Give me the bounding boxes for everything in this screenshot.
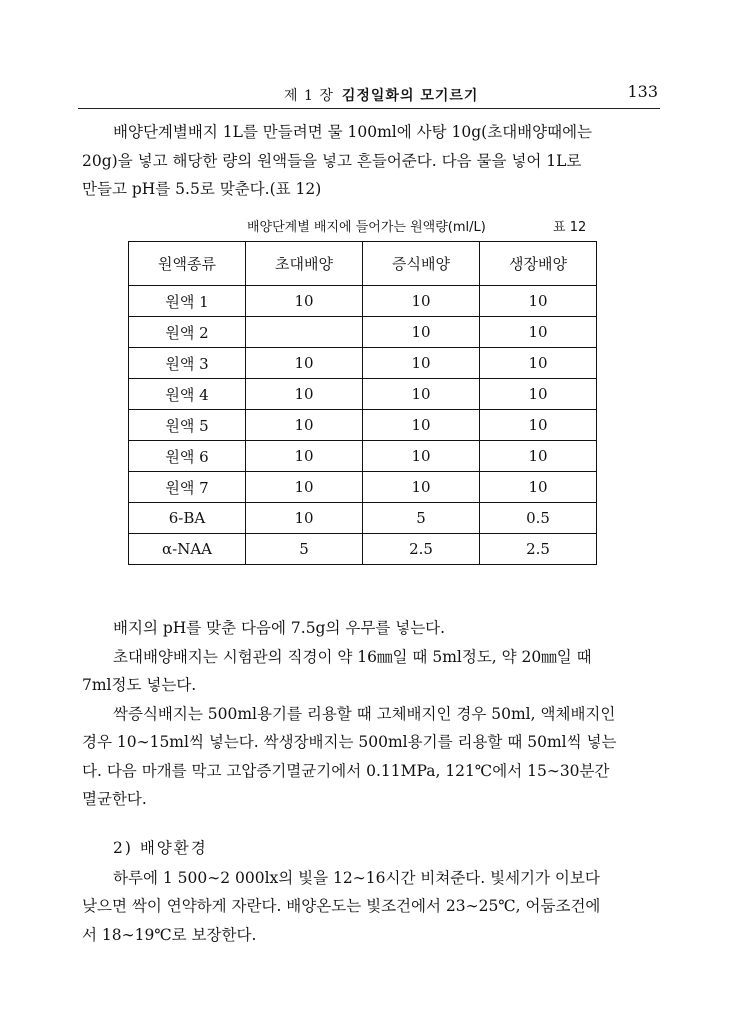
cell: 10 — [246, 410, 363, 441]
cell: 10 — [480, 441, 597, 472]
cell: 원액 7 — [129, 472, 246, 503]
table-row — [129, 503, 597, 534]
table-header-row — [129, 242, 597, 286]
cell: 10 — [363, 348, 480, 379]
paragraph-line: 7ml정도 넣는다. — [82, 676, 197, 694]
cell: 10 — [480, 410, 597, 441]
table-row — [129, 410, 597, 441]
table-row — [129, 441, 597, 472]
cell: 10 — [246, 472, 363, 503]
page-number: 133 — [627, 82, 658, 101]
cell: 2.5 — [480, 534, 597, 565]
cell: 6-BA — [129, 503, 246, 534]
table-number: 표 12 — [553, 220, 587, 235]
cell: 10 — [363, 286, 480, 317]
paragraph-line: 초대배양배지는 시험관의 직경이 약 16㎜일 때 5ml정도, 약 20㎜일 때 — [113, 647, 592, 666]
cell: 5 — [246, 534, 363, 565]
column-header: 생장배양 — [480, 242, 597, 286]
cell: 10 — [363, 472, 480, 503]
cell: 10 — [363, 441, 480, 472]
stock-solution-table — [128, 241, 597, 565]
table-row — [129, 534, 597, 565]
section-heading: 2) 배양환경 — [113, 839, 208, 857]
cell: 원액 4 — [129, 379, 246, 410]
cell: 0.5 — [480, 503, 597, 534]
table-row — [129, 379, 597, 410]
paragraph-line: 서 18∼19℃로 보장한다. — [82, 925, 257, 944]
cell: 10 — [363, 317, 480, 348]
table-row — [129, 317, 597, 348]
cell: 2.5 — [363, 534, 480, 565]
table-caption: 배양단계별 배지에 들어가는 원액량(ml/L) — [247, 220, 486, 235]
column-header: 원액종류 — [129, 242, 246, 286]
cell: α-NAA — [129, 534, 246, 565]
paragraph-line: 하루에 1 500∼2 000lx의 빛을 12∼16시간 비쳐준다. 빛세기가 이보다 — [113, 868, 600, 887]
table-row — [129, 472, 597, 503]
cell: 10 — [480, 472, 597, 503]
cell: 10 — [246, 379, 363, 410]
column-header: 증식배양 — [363, 242, 480, 286]
cell: 10 — [246, 348, 363, 379]
paragraph-line: 낮으면 싹이 연약하게 자란다. 배양온도는 빛조건에서 23∼25℃, 어둠조건에 — [82, 897, 601, 915]
chapter-subject: 김정일화의 모기르기 — [341, 88, 479, 104]
cell: 5 — [363, 503, 480, 534]
intro-line: 배양단계별배지 1L를 만들려면 물 100ml에 사탕 10g(초대배양때에는 — [113, 123, 593, 141]
cell: 10 — [480, 286, 597, 317]
cell: 10 — [246, 286, 363, 317]
paragraph-line: 경우 10∼15ml씩 넣는다. 싹생장배지는 500ml용기를 리용할 때 50ml씩 넣는 — [82, 733, 617, 751]
cell: 10 — [246, 503, 363, 534]
cell: 10 — [363, 379, 480, 410]
paragraph-line: 배지의 pH를 맞춘 다음에 7.5g의 우무를 넣는다. — [113, 619, 446, 637]
intro-line: 만들고 pH를 5.5로 맞춘다.(표 12) — [82, 180, 322, 198]
paragraph-line: 다. 다음 마개를 막고 고압증기멸균기에서 0.11MPa, 121℃에서 15∼30분간 — [82, 761, 610, 780]
cell: 원액 3 — [129, 348, 246, 379]
chapter-label: 제 1 장 김정일화의 모기르기 — [284, 88, 479, 104]
cell: 원액 5 — [129, 410, 246, 441]
cell: 원액 1 — [129, 286, 246, 317]
paragraph-line: 멸균한다. — [82, 790, 147, 808]
table-row — [129, 348, 597, 379]
cell: 10 — [480, 348, 597, 379]
intro-paragraph — [82, 118, 660, 204]
running-header — [78, 82, 660, 109]
table-row — [129, 286, 597, 317]
intro-line: 20g)을 넣고 해당한 량의 원액들을 넣고 흔들어준다. 다음 물을 넣어 1L로 — [82, 151, 582, 170]
cell: 10 — [480, 317, 597, 348]
cell: 10 — [480, 379, 597, 410]
paragraph-line: 싹증식배지는 500ml용기를 리용할 때 고체배지인 경우 50ml, 액체배지인 — [113, 704, 616, 723]
body-paragraphs — [82, 614, 660, 814]
cell: 원액 2 — [129, 317, 246, 348]
cell: 10 — [246, 441, 363, 472]
cell — [246, 317, 363, 348]
cell: 10 — [363, 410, 480, 441]
cell: 원액 6 — [129, 441, 246, 472]
section-culture-environment — [82, 834, 660, 949]
column-header: 초대배양 — [246, 242, 363, 286]
